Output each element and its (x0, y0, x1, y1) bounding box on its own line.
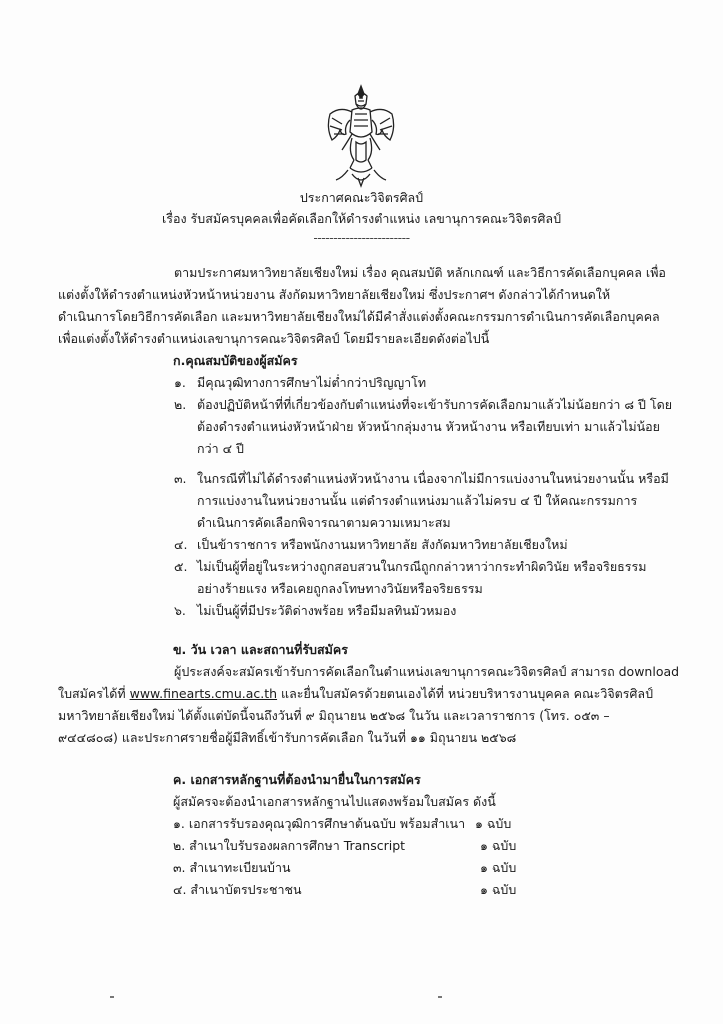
subject-line: เรื่อง รับสมัครบุคคลเพื่อคัดเลือกให้ดำรงตำแหน่ง เลขานุการคณะวิจิตรศิลป์ (161, 211, 562, 226)
intro-line: ดำเนินการโดยวิธีการคัดเลือก และมหาวิทยาลัยเชียงใหม่ได้มีคำสั่งแต่งตั้งคณะกรรมการดำเนินการคัดเลือกบุคคล (58, 309, 660, 324)
copy-count: ๑ ฉบับ (480, 838, 517, 853)
item-text: ต้องปฏิบัติหน้าที่ที่เกี่ยวข้องกับตำแหน่งที่จะเข้ารับการคัดเลือกมาแล้วไม่น้อยกว่า ๘ ปี โดย (197, 397, 673, 412)
document-item: ๑. เอกสารรับรองคุณวุฒิการศึกษาต้นฉบับ พร้อมสำเนา (173, 816, 466, 831)
section-b-heading: ข. วัน เวลา และสถานที่รับสมัคร (173, 642, 348, 657)
item-text: เป็นข้าราชการ หรือพนักงานมหาวิทยาลัย สังกัดมหาวิทยาลัยเชียงใหม่ (197, 537, 568, 552)
copy-count: ๑ ฉบับ (480, 882, 517, 897)
item-text: การแบ่งงานในหน่วยงานนั้น แต่ดำรงตำแหน่งมาแล้วไม่ครบ ๔ ปี ให้คณะกรรมการ (197, 493, 638, 508)
section-b-line (58, 686, 653, 702)
item-text: ต้องดำรงตำแหน่งหัวหน้าฝ่าย หัวหน้ากลุ่มงาน หัวหน้างาน หรือเทียบเท่า มาแล้วไม่น้อย (197, 419, 660, 434)
scan-artifact (110, 996, 114, 998)
title-divider: ------------------------ (313, 230, 410, 245)
section-b-text: ใบสมัครได้ที่ (58, 686, 130, 701)
section-b-line: มหาวิทยาลัยเชียงใหม่ ได้ตั้งแต่บัดนี้จนถึงวันที่ ๙ มิถุนายน ๒๕๖๘ ในวัน และเวลาราชการ (โทร. ๐๕๓ – (58, 708, 610, 723)
item-text: ดำเนินการคัดเลือกพิจารณาตามความเหมาะสม (197, 515, 451, 530)
website-link[interactable]: www.finearts.cmu.ac.th (129, 686, 278, 701)
section-c-intro: ผู้สมัครจะต้องนำเอกสารหลักฐานไปแสดงพร้อมใบสมัคร ดังนี้ (173, 794, 496, 809)
item-text: ในกรณีที่ไม่ได้ดำรงตำแหน่งหัวหน้างาน เนื่องจากไม่มีการแบ่งงานในหน่วยงานนั้น หรือมี (197, 471, 669, 486)
item-number: ๔. (174, 537, 188, 552)
document-item: ๒. สำเนาใบรับรองผลการศึกษา Transcript (173, 838, 406, 853)
document-item: ๔. สำเนาบัตรประชาชน (173, 882, 302, 897)
item-text: ไม่เป็นผู้ที่อยู่ในระหว่างถูกสอบสวนในกรณีถูกกล่าวหาว่ากระทำผิดวินัย หรือจริยธรรม (197, 559, 647, 574)
copy-count: ๑ ฉบับ (475, 816, 512, 831)
section-b-line: ๙๔๔๘๐๘) และประกาศรายชื่อผู้มีสิทธิ์เข้ารับการคัดเลือก ในวันที่ ๑๑ มิถุนายน ๒๕๖๘ (58, 730, 517, 745)
scan-artifact (438, 996, 442, 998)
section-c-heading: ค. เอกสารหลักฐานที่ต้องนำมายื่นในการสมัคร (173, 772, 421, 787)
item-number: ๓. (174, 471, 187, 486)
item-text: อย่างร้ายแรง หรือเคยถูกลงโทษทางวินัยหรือจริยธรรม (197, 581, 483, 596)
item-number: ๒. (174, 397, 187, 412)
intro-line: ตามประกาศมหาวิทยาลัยเชียงใหม่ เรื่อง คุณสมบัติ หลักเกณฑ์ และวิธีการคัดเลือกบุคคล เพื่อ (174, 265, 666, 280)
section-b-text: และยื่นใบสมัครด้วยตนเองได้ที่ หน่วยบริหารงานบุคคล คณะวิจิตรศิลป์ (277, 686, 654, 701)
item-text: มีคุณวุฒิทางการศึกษาไม่ต่ำกว่าปริญญาโท (197, 375, 427, 390)
page-title: ประกาศคณะวิจิตรศิลป์ (299, 190, 424, 205)
item-number: ๖. (174, 603, 186, 618)
item-number: ๑. (174, 375, 186, 390)
section-a-heading: ก.คุณสมบัติของผู้สมัคร (173, 353, 298, 368)
item-text: ไม่เป็นผู้ที่มีประวัติด่างพร้อย หรือมีมลทินมัวหมอง (197, 603, 457, 618)
intro-line: เพื่อแต่งตั้งให้ดำรงตำแหน่งเลขานุการคณะวิจิตรศิลป์ โดยมีรายละเอียดดังต่อไปนี้ (58, 331, 490, 346)
intro-line: แต่งตั้งให้ดำรงตำแหน่งหัวหน้าหน่วยงาน สังกัดมหาวิทยาลัยเชียงใหม่ ซึ่งประกาศฯ ดังกล่าวได้กำหนดให้ (58, 287, 611, 302)
item-text: กว่า ๔ ปี (197, 441, 244, 456)
garuda-emblem-icon (322, 84, 400, 188)
section-b-line: ผู้ประสงค์จะสมัครเข้ารับการคัดเลือกในตำแหน่งเลขานุการคณะวิจิตรศิลป์ สามารถ download (174, 664, 680, 679)
copy-count: ๑ ฉบับ (480, 860, 517, 875)
item-number: ๕. (174, 559, 188, 574)
document-item: ๓. สำเนาทะเบียนบ้าน (173, 860, 291, 875)
